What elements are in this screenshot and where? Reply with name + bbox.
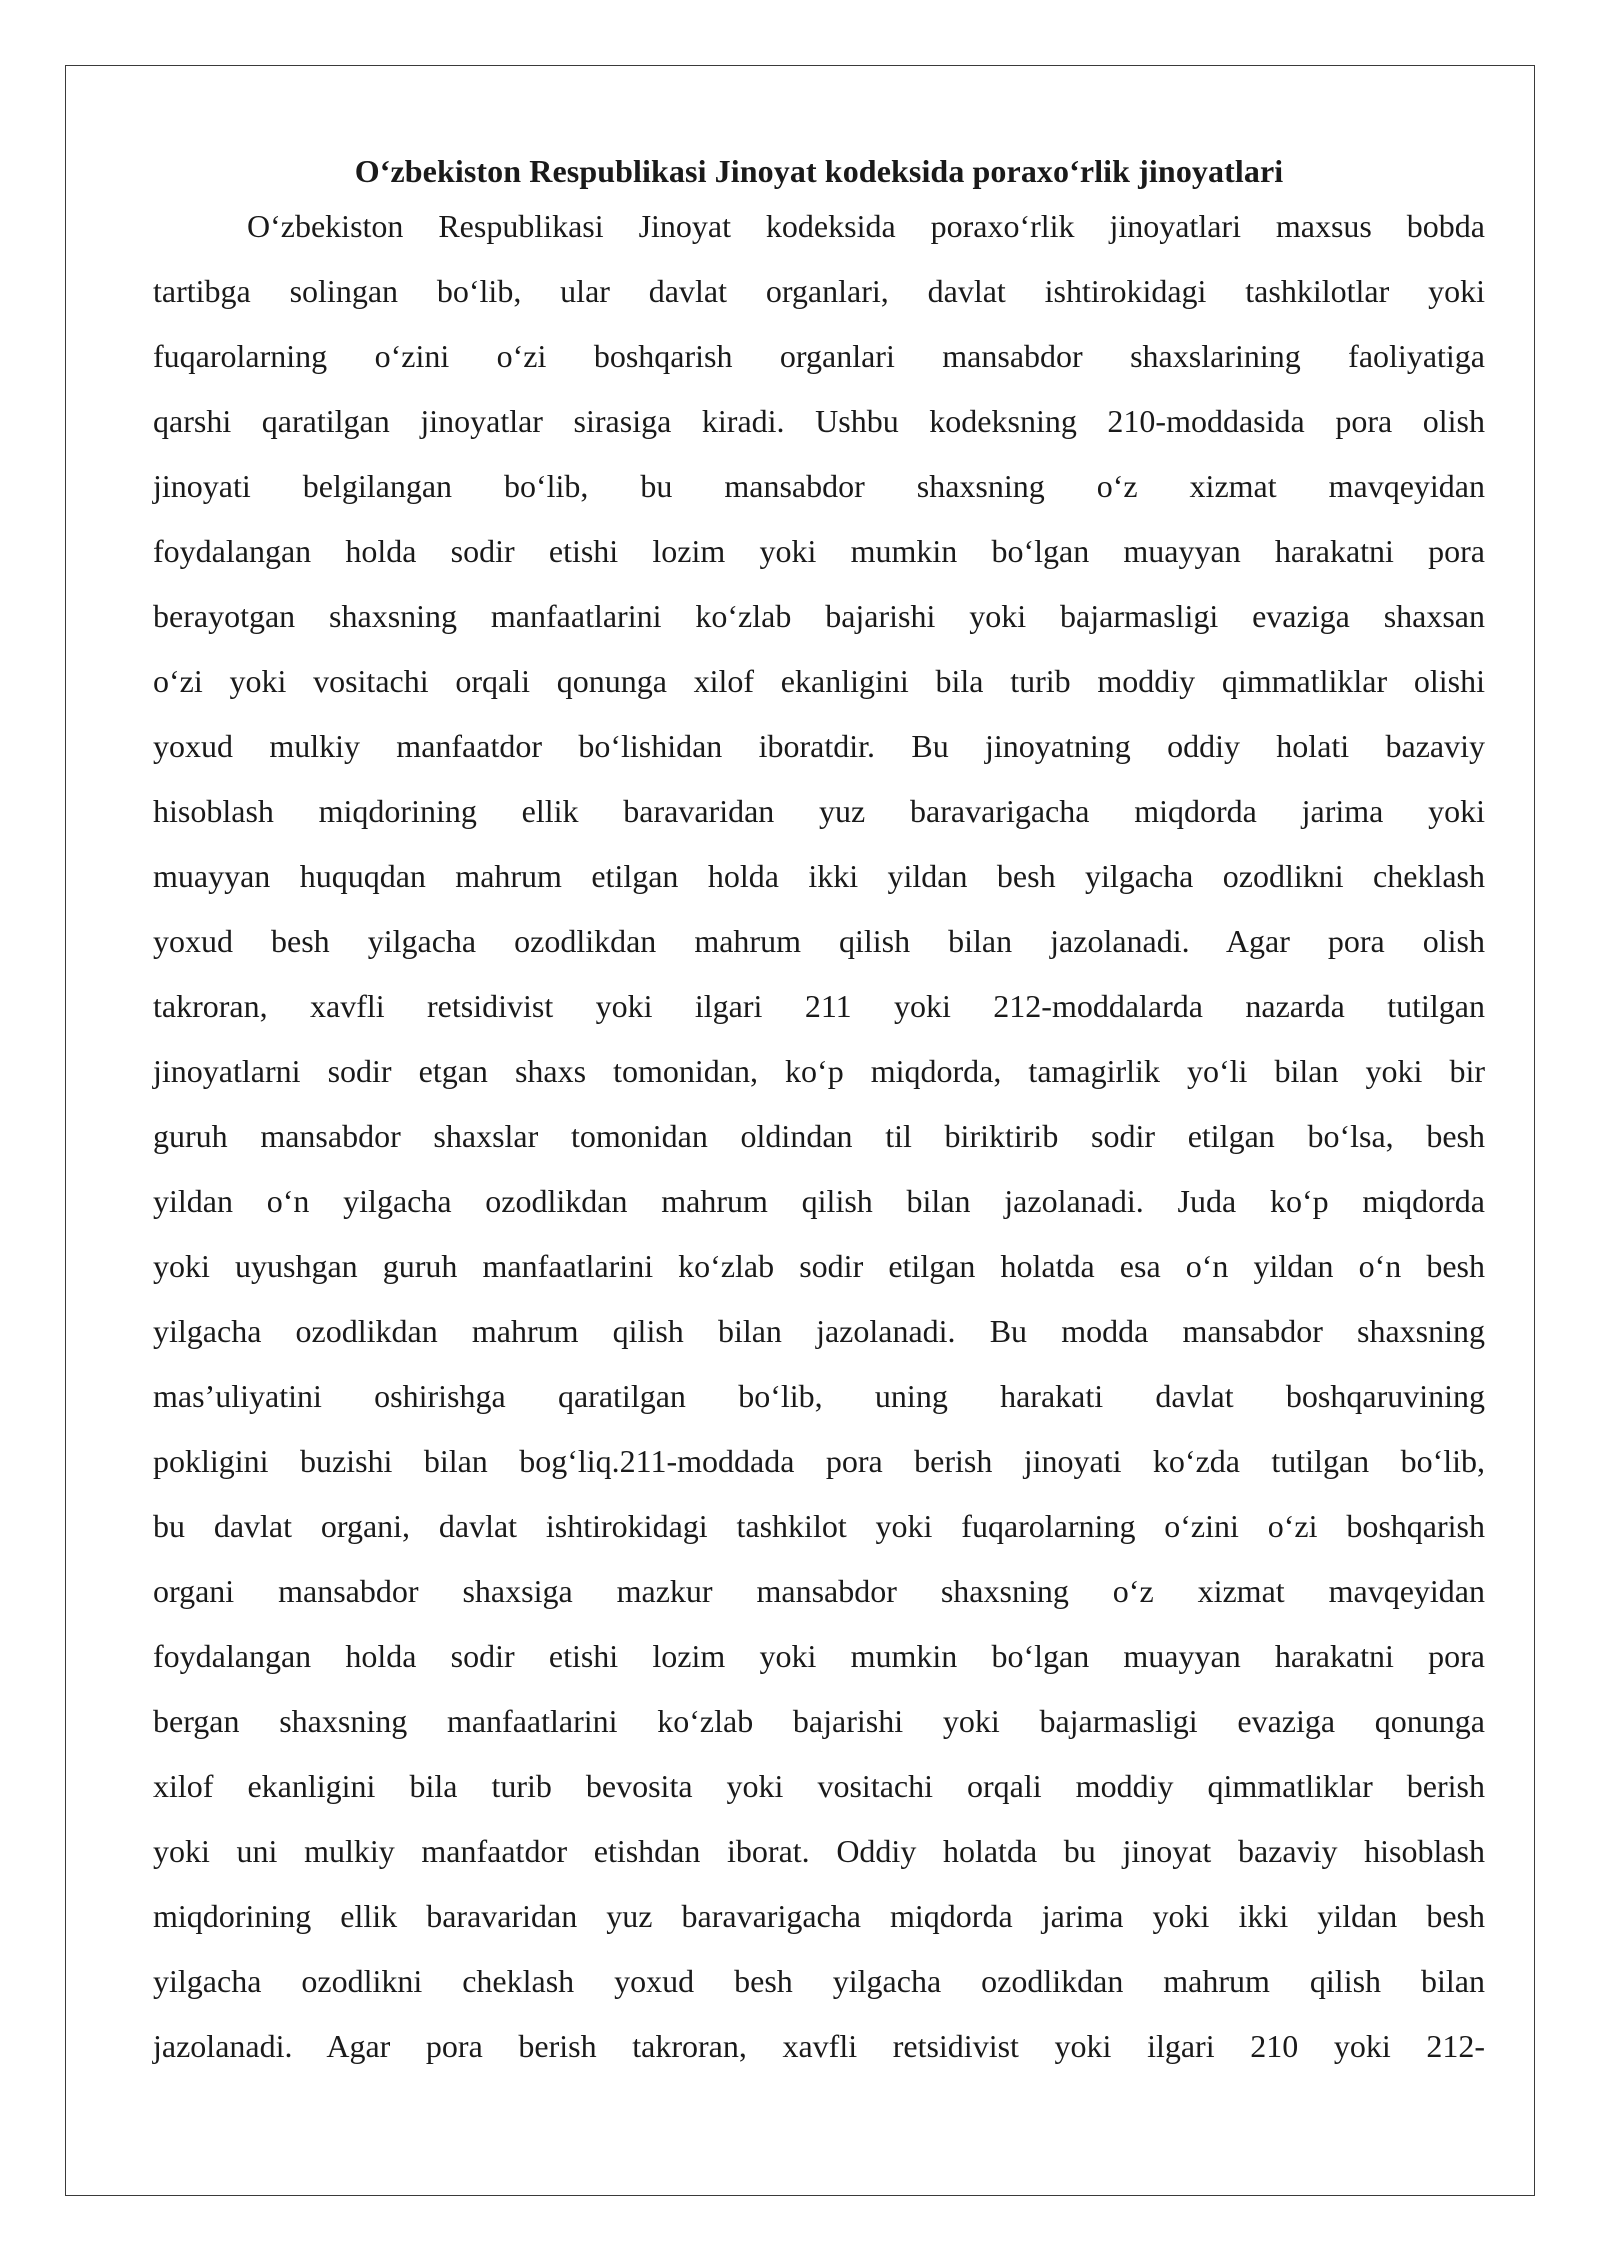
body-line: mas’uliyatini oshirishga qaratilgan bo‘lib, uning harakati davlat boshqaruvining [153,1378,1485,1414]
body-line: miqdorining ellik baravaridan yuz baravarigacha miqdorda jarima yoki ikki yildan besh [153,1898,1485,1934]
body-line: foydalangan holda sodir etishi lozim yoki mumkin bo‘lgan muayyan harakatni pora [153,1638,1485,1674]
body-line: yilgacha ozodlikdan mahrum qilish bilan jazolanadi. Bu modda mansabdor shaxsning [153,1313,1485,1349]
body-line: jinoyatlarni sodir etgan shaxs tomonidan, ko‘p miqdorda, tamagirlik yo‘li bilan yoki bir [153,1053,1485,1089]
body-line: jazolanadi. Agar pora berish takroran, xavfli retsidivist yoki ilgari 210 yoki 212- [153,2028,1485,2064]
body-line: berayotgan shaxsning manfaatlarini ko‘zlab bajarishi yoki bajarmasligi evaziga shaxsan [153,598,1485,634]
body-line: takroran, xavfli retsidivist yoki ilgari 211 yoki 212-moddalarda nazarda tutilgan [153,988,1485,1024]
body-line: yildan o‘n yilgacha ozodlikdan mahrum qilish bilan jazolanadi. Juda ko‘p miqdorda [153,1183,1485,1219]
body-line: guruh mansabdor shaxslar tomonidan oldindan til biriktirib sodir etilgan bo‘lsa, besh [153,1118,1485,1154]
body-line: yoki uyushgan guruh manfaatlarini ko‘zlab sodir etilgan holatda esa o‘n yildan o‘n besh [153,1248,1485,1284]
body-line: yilgacha ozodlikni cheklash yoxud besh yilgacha ozodlikdan mahrum qilish bilan [153,1963,1485,1999]
body-line: bergan shaxsning manfaatlarini ko‘zlab bajarishi yoki bajarmasligi evaziga qonunga [153,1703,1485,1739]
document-title: O‘zbekiston Respublikasi Jinoyat kodeksida poraxo‘rlik jinoyatlari [354,153,1284,189]
body-line: pokligini buzishi bilan bog‘liq.211-moddada pora berish jinoyati ko‘zda tutilgan bo‘lib, [153,1443,1485,1479]
body-line: foydalangan holda sodir etishi lozim yoki mumkin bo‘lgan muayyan harakatni pora [153,533,1485,569]
body-line: bu davlat organi, davlat ishtirokidagi tashkilot yoki fuqarolarning o‘zini o‘zi boshqarish [153,1508,1485,1544]
body-line: fuqarolarning o‘zini o‘zi boshqarish organlari mansabdor shaxslarining faoliyatiga [153,338,1485,374]
document-body [153,194,1485,2079]
body-line: xilof ekanligini bila turib bevosita yoki vositachi orqali moddiy qimmatliklar berish [153,1768,1485,1804]
body-line: o‘zi yoki vositachi orqali qonunga xilof ekanligini bila turib moddiy qimmatliklar olishi [153,663,1485,699]
body-line: organi mansabdor shaxsiga mazkur mansabdor shaxsning o‘z xizmat mavqeyidan [153,1573,1485,1609]
document-content [153,147,1485,2079]
body-line: tartibga solingan bo‘lib, ular davlat organlari, davlat ishtirokidagi tashkilotlar yoki [153,273,1485,309]
body-line: yoxud besh yilgacha ozodlikdan mahrum qilish bilan jazolanadi. Agar pora olish [153,923,1485,959]
body-line: O‘zbekiston Respublikasi Jinoyat kodeksida poraxo‘rlik jinoyatlari maxsus bobda [247,208,1485,244]
body-line: muayyan huquqdan mahrum etilgan holda ikki yildan besh yilgacha ozodlikni cheklash [153,858,1485,894]
body-line: hisoblash miqdorining ellik baravaridan yuz baravarigacha miqdorda jarima yoki [153,793,1485,829]
body-line: qarshi qaratilgan jinoyatlar sirasiga kiradi. Ushbu kodeksning 210-moddasida pora olish [153,403,1485,439]
body-line: jinoyati belgilangan bo‘lib, bu mansabdor shaxsning o‘z xizmat mavqeyidan [153,468,1485,504]
body-line: yoxud mulkiy manfaatdor bo‘lishidan iboratdir. Bu jinoyatning oddiy holati bazaviy [153,728,1485,764]
body-line: yoki uni mulkiy manfaatdor etishdan iborat. Oddiy holatda bu jinoyat bazaviy hisoblash [153,1833,1485,1869]
